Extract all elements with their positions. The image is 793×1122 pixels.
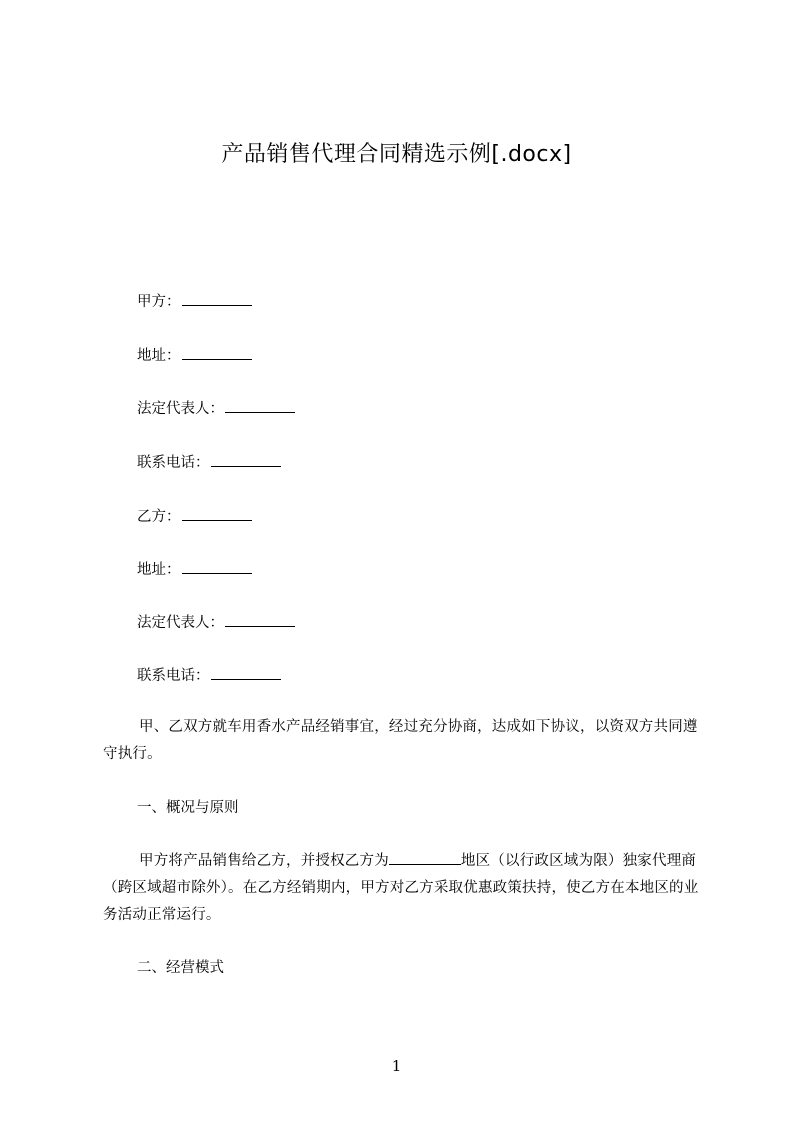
section-1-heading: 一、概况与原则 <box>137 800 239 816</box>
party-a-address-line <box>137 345 252 366</box>
party-a-legal-rep-label: 法定代表人： <box>137 401 224 417</box>
region-blank <box>389 850 461 865</box>
party-a-name-blank <box>182 291 252 306</box>
party-a-phone-label: 联系电话： <box>137 455 210 471</box>
party-a-address-label: 地址： <box>137 348 181 364</box>
party-b-name-label: 乙方： <box>137 509 181 525</box>
page-number: 1 <box>391 1057 402 1075</box>
party-a-legal-rep-blank <box>225 398 295 413</box>
party-b-legal-rep-label: 法定代表人： <box>137 615 224 631</box>
section-1-text-after-blank: 地区（以行政区域为限）独家代理商（跨区域超市除外）。在乙方经销期内，甲方对乙方采取优惠政策扶持，使乙方在本地区的业务活动正常运行。 <box>103 853 699 923</box>
party-b-name-blank <box>182 506 252 521</box>
party-a-name-line <box>137 291 252 312</box>
party-b-phone-label: 联系电话： <box>137 668 210 684</box>
party-a-address-blank <box>182 345 252 360</box>
party-b-phone-blank <box>211 665 281 680</box>
intro-paragraph: 甲、乙双方就车用香水产品经销事宜，经过充分协商，达成如下协议，以资双方共同遵守执行。 <box>103 719 698 762</box>
party-b-address-line <box>137 559 252 580</box>
party-a-name-label: 甲方： <box>137 294 181 310</box>
party-b-phone-line <box>137 665 281 686</box>
section-1-paragraph <box>103 848 703 929</box>
section-1-text-before-blank: 甲方将产品销售给乙方，并授权乙方为 <box>139 853 389 869</box>
document-title: 产品销售代理合同精选示例[.docx] <box>221 142 572 167</box>
party-b-address-blank <box>182 559 252 574</box>
party-b-name-line <box>137 506 252 527</box>
party-b-legal-rep-line <box>137 612 295 633</box>
party-b-address-label: 地址： <box>137 562 181 578</box>
party-b-legal-rep-blank <box>225 612 295 627</box>
party-a-phone-blank <box>211 452 281 467</box>
party-a-phone-line <box>137 452 281 473</box>
section-2-heading: 二、经营模式 <box>137 960 224 976</box>
party-a-legal-rep-line <box>137 398 295 419</box>
